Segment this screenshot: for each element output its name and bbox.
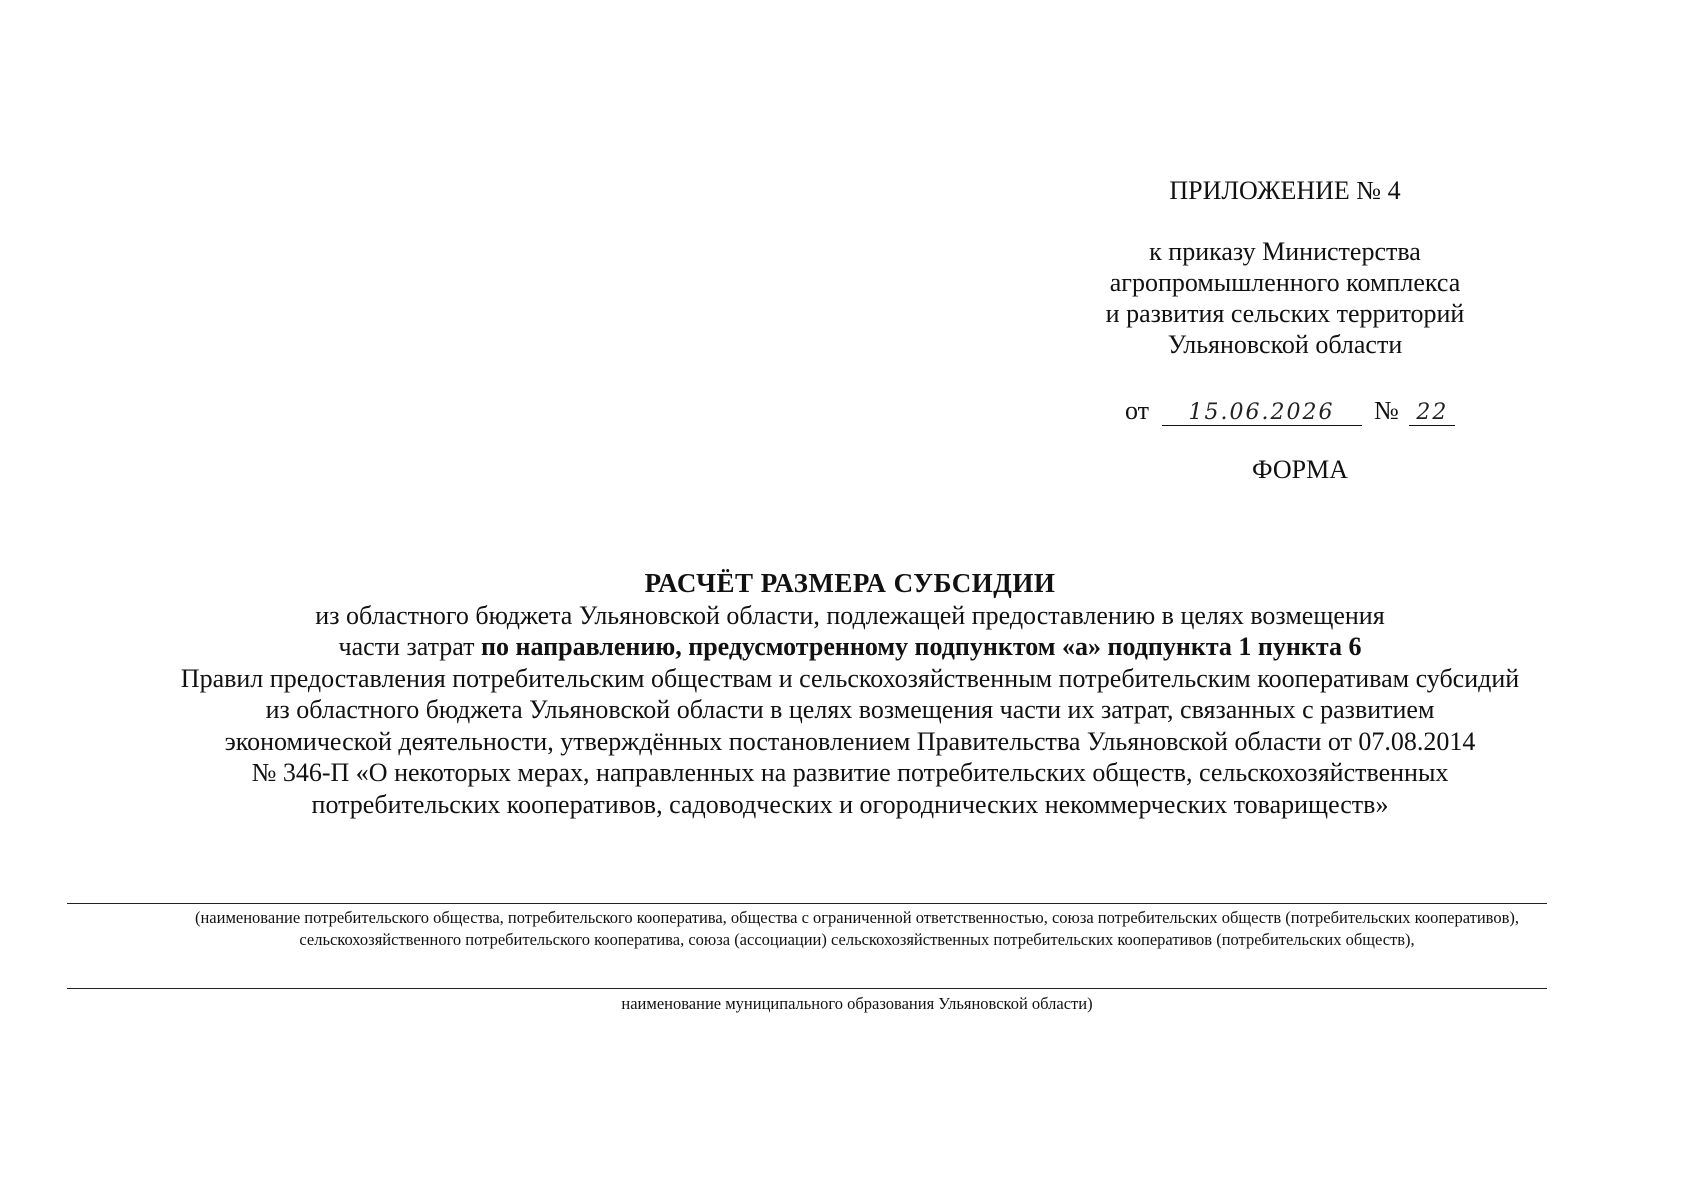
heading-line-mixed: [60, 631, 1640, 663]
document-title: РАСЧЁТ РАЗМЕРА СУБСИДИИ: [644, 568, 1056, 598]
order-date-number: [1125, 395, 1455, 426]
calculation-heading: [60, 568, 1640, 820]
appendix-title: ПРИЛОЖЕНИЕ № 4: [1169, 176, 1401, 205]
order-date-handwritten: 15.06.2026: [1162, 397, 1362, 426]
order-ref-line: к приказу Министерства: [1149, 237, 1421, 266]
organization-name-caption: [60, 907, 1654, 951]
heading-line: Правил предоставления потребительским обществам и сельскохозяйственным потребительским кооперативам субсидий: [180, 663, 1520, 693]
order-reference: [1050, 236, 1520, 360]
organization-name-field[interactable]: [67, 903, 1547, 904]
order-ref-line: и развития сельских территорий: [1105, 299, 1465, 328]
heading-line: из областного бюджета Ульяновской области в целях возмещения части их затрат, связанных с развитием: [265, 695, 1435, 724]
heading-line: потребительских кооперативов, садоводческих и огороднических некоммерческих товариществ»: [311, 789, 1389, 819]
heading-line: из областного бюджета Ульяновской области, подлежащей предоставлению в целях возмещения: [315, 600, 1385, 630]
form-label: ФОРМА: [1252, 455, 1348, 484]
number-prefix: №: [1374, 396, 1399, 425]
caption-line: сельскохозяйственного потребительского кооператива, союза (ассоциации) сельскохозяйственных потребительских кооперативов (потребительских обществ),: [299, 930, 1415, 949]
municipality-name-caption: наименование муниципального образования Ульяновской области): [621, 994, 1093, 1013]
heading-line-bold: по направлению, предусмотренному подпунктом «а» подпункта 1 пункта 6: [481, 632, 1362, 661]
heading-line-plain: части затрат: [338, 632, 482, 661]
order-ref-line: Ульяновской области: [1167, 330, 1403, 359]
heading-line: экономической деятельности, утверждённых постановлением Правительства Ульяновской области от 07.08.2014: [224, 726, 1476, 756]
heading-line: № 346-П «О некоторых мерах, направленных на развитие потребительских обществ, сельскохозяйственных: [251, 758, 1449, 787]
municipality-name-field[interactable]: [67, 988, 1547, 989]
caption-line: (наименование потребительского общества, потребительского кооператива, общества с ограниченной ответственностью, союза потребительских обществ (потребительских кооперативов),: [194, 908, 1520, 927]
order-ref-line: агропромышленного комплекса: [1109, 268, 1461, 297]
order-number-handwritten: 22: [1409, 397, 1455, 426]
date-prefix: от: [1125, 396, 1150, 425]
